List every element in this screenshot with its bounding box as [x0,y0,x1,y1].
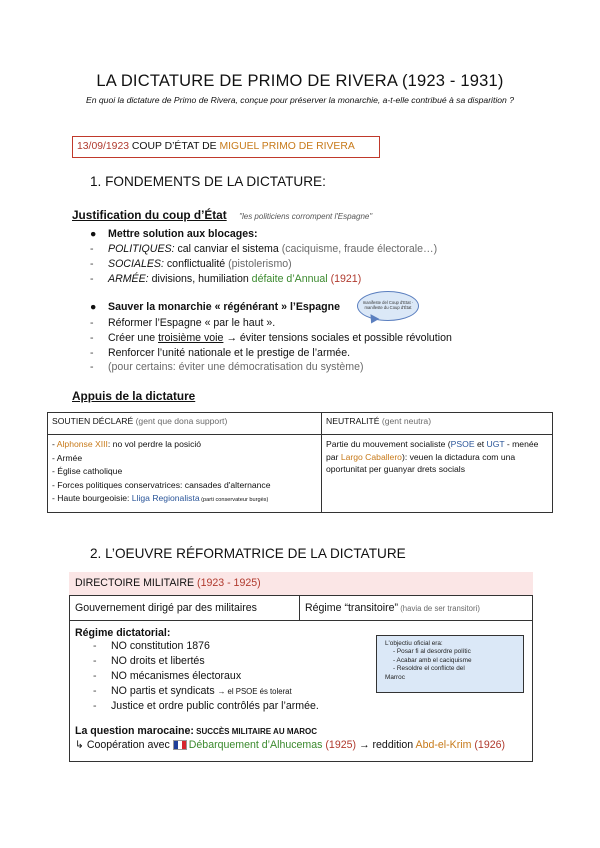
appuis-col1-header: SOUTIEN DÉCLARÉ (gent que dona support) [48,413,322,435]
cooperation-line: ↳ Coopération avec Débarquement d’Alhucemas (1925) → reddition Abd-el-Krim (1926) [75,739,506,751]
directoire-header: DIRECTOIRE MILITAIRE (1923 - 1925) [69,572,533,596]
justification-heading: Justification du coup d’État [72,208,227,222]
list-item: - NO partis et syndicats → el PSOE és tolerat [93,685,292,697]
list-item: - NO droits et libertés [93,655,205,667]
appuis-col2-header: NEUTRALITÉ (gent neutra) [322,413,553,435]
table-row: - Haute bourgeoisie: Lliga Regionalista (parti conservateur burgès) [52,493,269,503]
line-sociales: - SOCIALES: conflictualité (pistolerismo) [90,258,292,270]
list-item: - NO mécanismes électoraux [93,670,242,682]
directoire-divider [299,596,300,621]
france-flag-icon [173,740,187,750]
coup-text: COUP D’ÉTAT DE [129,141,220,152]
coup-detat-box [72,136,380,158]
line-politiques: - POLITIQUES: cal canviar el sistema (caciquisme, fraude électorale…) [90,243,438,255]
coup-date: 13/09/1923 [77,141,130,152]
regime-dictatorial-heading: Régime dictatorial: [75,627,171,639]
line-reformer: - Réformer l’Espagne « par le haut ». [90,317,276,329]
bullet-mettre-solution: ● Mettre solution aux blocages: [90,228,258,240]
page-subtitle: En quoi la dictature de Primo de Rivera, conçue pour préserver la monarchie, a-t-elle contribué à sa disparition ? [85,95,514,105]
page-title: LA DICTATURE DE PRIMO DE RIVERA (1923 - 1931) [96,72,504,90]
appuis-heading: Appuis de la dictature [72,389,196,403]
gouvernement-cell: Gouvernement dirigé par des militaires [75,602,257,614]
bullet-sauver-monarchie: ● Sauver la monarchie « régénérant » l’Espagne [90,301,340,313]
appuis-soutien-cell [48,435,322,513]
bullet-dot-icon: ● [90,301,97,313]
table-row: - Forces politiques conservatrices: cansades d'alternance [52,479,271,490]
list-item: - NO constitution 1876 [93,640,210,652]
table-row: - Église catholique [52,466,123,476]
list-item: - Justice et ordre public contrôlés par l’armée. [93,700,319,712]
manifeste-speech-bubble: manifeste del Coup d'Etat · manifeste du Coup d'État [357,291,419,321]
justification-quote: "les politiciens corrompent l'Espagne" [239,212,373,221]
regime-transitoire-cell: Régime “transitoire” (havia de ser transitori) [305,602,480,614]
appuis-neutralite-cell: Partie du mouvement socialiste (PSOE et UGT - menée par Largo Caballero): veuen la dictadura com una oportunitat per guanyar drets socials [322,435,553,513]
justification-heading-row [72,206,372,224]
bullet-dot-icon: ● [90,228,97,240]
table-row: - Armée [52,452,83,463]
section1-heading: 1. FONDEMENTS DE LA DICTATURE: [90,174,326,189]
line-troisieme-voie: - Créer une troisième voie → éviter tensions sociales et possible révolution [90,332,452,344]
question-marocaine: La question marocaine: SUCCÈS MILITAIRE AU MAROC [75,725,318,737]
section2-heading: 2. L’OEUVRE RÉFORMATRICE DE LA DICTATURE [90,546,406,561]
coup-name: MIGUEL PRIMO DE RIVERA [219,141,355,152]
line-armee: - ARMÉE: divisions, humiliation défaite d’Annual (1921) [90,273,362,285]
objectiu-oficial-box: L'objectiu oficial era: - Posar fi al desordre polític - Acabar amb el caciquisme - Resoldre el conflicte del Marroc [376,635,524,693]
appuis-table [47,412,553,513]
line-renforcer: - Renforcer l’unité nationale et le prestige de l’armée. [90,347,351,359]
line-pour-certains: - (pour certains: éviter une démocratisation du système) [90,361,364,373]
table-row: - Alphonse XIII: no vol perdre la posició [52,439,202,449]
